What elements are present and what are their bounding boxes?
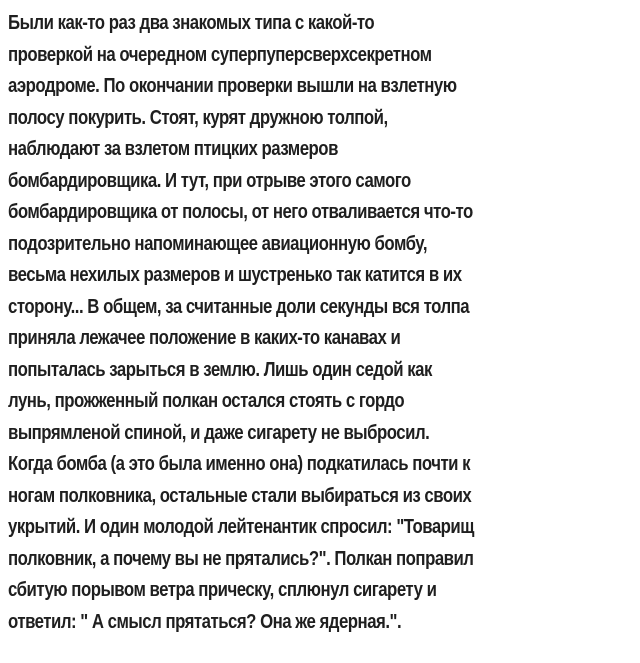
- text-line: проверкой на очередном суперпуперсверхсекретном: [8, 43, 432, 66]
- text-line: ответил: " А смысл прятаться? Она же ядерная.".: [8, 610, 402, 633]
- text-line: сбитую порывом ветра прическу, сплюнул сигарету и: [8, 579, 437, 601]
- text-line: бомбардировщика. И тут, при отрыве этого самого: [8, 169, 411, 192]
- text-line: наблюдают за взлетом птицких размеров: [8, 138, 338, 160]
- text-line: полковник, а почему вы не прятались?". Полкан поправил: [8, 547, 474, 570]
- text-line: сторону... В общем, за считанные доли секунды вся толпа: [8, 295, 470, 318]
- text-line: Когда бомба (а это была именно она) подкатилась почти к: [8, 453, 471, 475]
- text-line: лунь, прожженный полкан остался стоять с гордо: [8, 390, 405, 412]
- text-line: укрытий. И один молодой лейтенантик спросил: "Товарищ: [8, 516, 474, 538]
- text-line: аэродроме. По окончании проверки вышли на взлетную: [8, 75, 457, 97]
- text-line: полосу покурить. Стоят, курят дружною толпой,: [8, 106, 388, 129]
- text-line: попыталась зарыться в землю. Лишь один седой как: [8, 358, 432, 381]
- text-line: выпрямленой спиной, и даже сигарету не выбросил.: [8, 421, 430, 444]
- text-line: весьма нехилых размеров и шустренько так катится в их: [8, 264, 462, 286]
- text-line: подозрительно напоминающее авиационную бомбу,: [8, 232, 428, 255]
- text-line: ногам полковника, остальные стали выбираться из своих: [8, 484, 472, 507]
- text-line: приняла лежачее положение в каких-то канавах и: [8, 327, 401, 349]
- text-line: Были как-то раз два знакомых типа с какой-то: [8, 12, 375, 34]
- text-line: бомбардировщика от полосы, от него отваливается что-то: [8, 201, 473, 223]
